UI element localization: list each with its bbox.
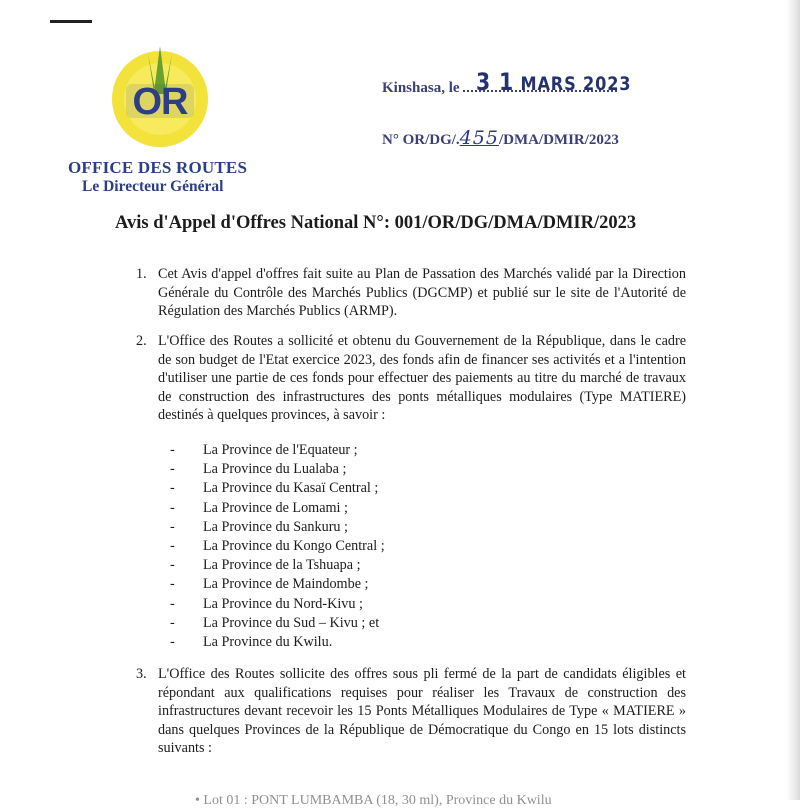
logo-text: OR [132, 81, 188, 123]
paragraph-1 [136, 265, 686, 321]
list-item [170, 460, 385, 479]
office-des-routes-logo [108, 46, 212, 152]
list-bullet: - [170, 518, 175, 535]
paragraph-number: 2. [136, 333, 147, 349]
province-name: La Province de Maindombe ; [203, 576, 369, 593]
cutoff-lot-line: • Lot 01 : PONT LUMBAMBA (18, 30 ml), Province du Kwilu [195, 793, 552, 808]
paragraph-3 [136, 665, 686, 758]
date-stamp [476, 68, 631, 96]
list-item [170, 633, 385, 652]
scan-shadow-edge [786, 0, 800, 800]
stamp-month-year: MARS 2023 [520, 73, 632, 95]
list-bullet: - [170, 538, 175, 555]
reference-number [382, 127, 619, 149]
list-item [170, 614, 385, 633]
province-name: La Province du Kasaï Central ; [203, 480, 379, 497]
list-item [170, 556, 385, 575]
list-bullet: - [170, 557, 175, 574]
list-bullet: - [170, 442, 175, 458]
paragraph-text: Cet Avis d'appel d'offres fait suite au Plan de Passation des Marchés validé par la Direction Générale du Contrôle des Marchés Publics (DGCMP) et publié sur le site de l'Autorité de Régulation des Marchés Publics (ARMP). [158, 266, 686, 319]
reference-suffix: /DMA/DMIR/2023 [498, 132, 619, 148]
province-name: La Province du Sankuru ; [203, 518, 348, 535]
document-title: Avis d'Appel d'Offres National N°: 001/OR/DG/DMA/DMIR/2023 [115, 213, 637, 233]
province-name: La Province de Lomami ; [203, 499, 348, 516]
list-bullet: - [170, 614, 175, 631]
director-title: Le Directeur Général [82, 178, 224, 195]
list-bullet: - [170, 480, 175, 497]
office-name: OFFICE DES ROUTES [68, 158, 248, 177]
province-name: La Province du Kongo Central ; [203, 538, 385, 555]
stamp-day: 3 1 [476, 68, 515, 96]
paragraph-text: L'Office des Routes sollicite des offres sous pli fermé de la part de candidats éligibles et répondant aux qualifications requises pour réaliser les Travaux de construction des infrastructures devant recevoir les 15 Ponts Métalliques Modulaires de Type « MATIERE » dans quelques Provinces de la République de Démocratique du Congo en 15 lots distincts suivants : [158, 666, 686, 756]
list-item [170, 537, 385, 556]
list-item [170, 441, 385, 460]
paragraph-2 [136, 332, 686, 425]
pen-mark [50, 20, 92, 23]
province-name: La Province de l'Equateur ; [203, 442, 358, 458]
list-bullet: - [170, 499, 175, 516]
paragraph-text: L'Office des Routes a sollicité et obtenu du Gouvernement de la République, dans le cadre de son budget de l'Etat exercice 2023, des fonds afin de financer ses activités et a l'intention d'utiliser une partie de ces fonds pour effectuer des paiements au titre du marché de travaux de construction des infrastructures des ponts métalliques modulaires (Type MATIERE) destinés à quelques provinces, à savoir : [158, 333, 686, 423]
list-bullet: - [170, 461, 175, 478]
list-item [170, 499, 385, 518]
list-bullet: - [170, 634, 175, 651]
reference-prefix: N° OR/DG/. [382, 132, 460, 148]
province-name: La Province du Kwilu. [203, 634, 333, 651]
handwritten-number: 455 [459, 127, 499, 149]
list-item [170, 575, 385, 594]
paragraph-number: 3. [136, 666, 147, 682]
list-bullet: - [170, 595, 175, 612]
province-list [170, 441, 385, 652]
place-label: Kinshasa, le [382, 80, 460, 96]
paragraph-number: 1. [136, 266, 147, 282]
province-name: La Province de la Tshuapa ; [203, 557, 361, 574]
list-bullet: - [170, 576, 175, 593]
province-name: La Province du Sud – Kivu ; et [203, 614, 380, 631]
province-name: La Province du Lualaba ; [203, 461, 347, 478]
list-item [170, 595, 385, 614]
list-item [170, 518, 385, 537]
province-name: La Province du Nord-Kivu ; [203, 595, 363, 612]
list-item [170, 479, 385, 498]
